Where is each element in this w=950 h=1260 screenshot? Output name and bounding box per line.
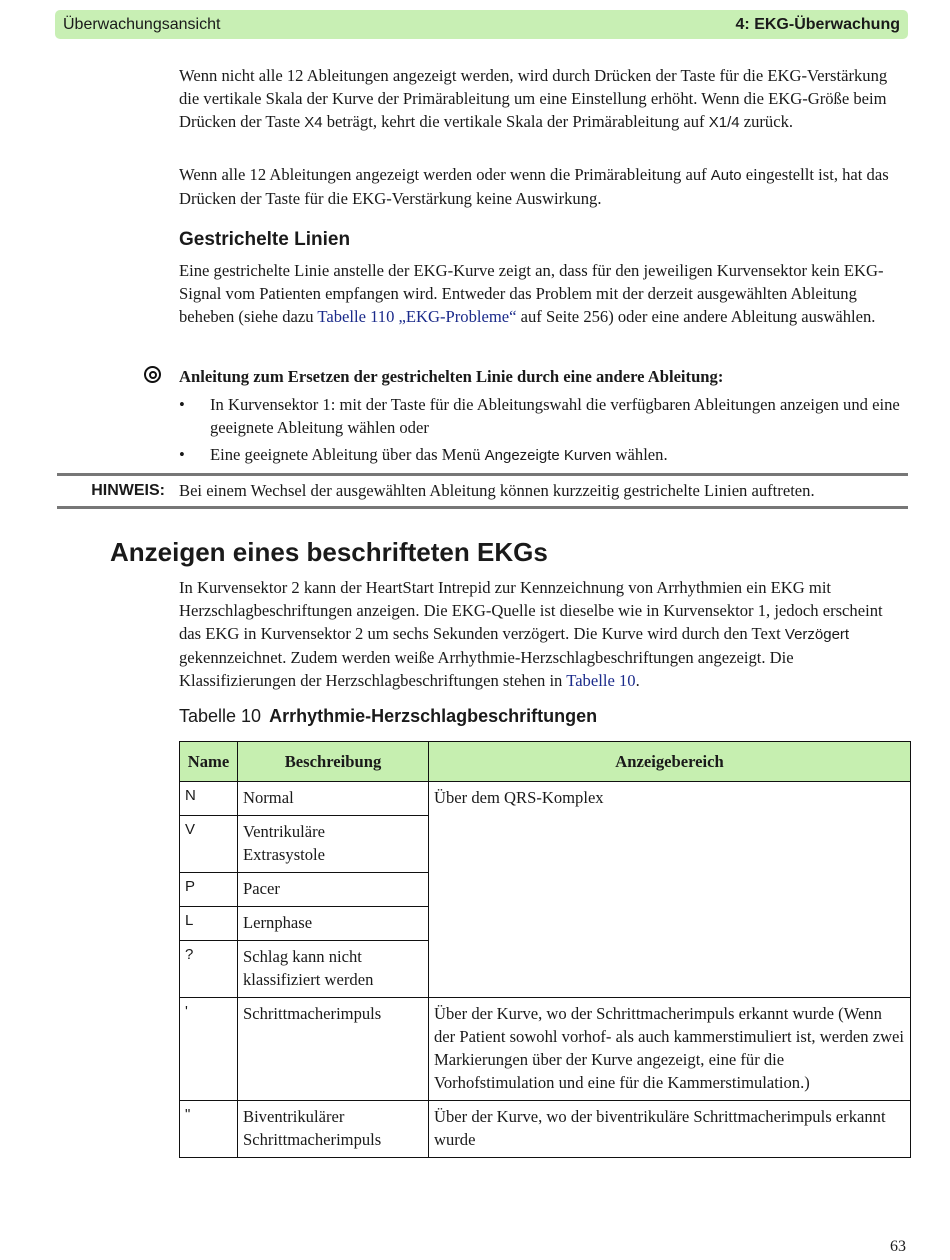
ui-term: Auto: [710, 167, 742, 184]
table-row: [180, 782, 911, 816]
text: Eine geeignete Ableitung über das Menü: [210, 445, 485, 464]
running-header: [55, 10, 908, 39]
cell-desc: Ventrikuläre Extrasystole: [238, 816, 429, 873]
cell-desc: Lernphase: [238, 907, 429, 941]
table-caption: [179, 706, 597, 727]
instruction-list: [179, 393, 907, 471]
link-table-110[interactable]: Tabelle 110 „EKG-Probleme“: [317, 307, 517, 326]
table-header-row: [180, 742, 911, 782]
paragraph-labeled-ecg: [179, 576, 907, 692]
paragraph-gain-none: [179, 163, 907, 210]
text: beträgt, kehrt die vertikale Skala der Primärableitung auf: [322, 112, 709, 131]
ui-term: X4: [304, 114, 323, 131]
column-header: Beschreibung: [238, 742, 429, 782]
text: In Kurvensektor 2 kann der HeartStart Intrepid zur Kennzeichnung von Arrhythmien ein EKG mit Herzschlagbeschriftungen anzeigen. Die EKG-Quelle ist dieselbe wie in Kurvensektor 1, jedoch erscheint das EKG in Kurvensektor 2 um sechs Sekunden verzögert. Die Kurve wird durch den Text: [179, 578, 883, 643]
ui-term: Verzögert: [784, 626, 850, 643]
text: Eine gestrichelte Linie anstelle der EKG-Kurve zeigt an, dass für den jeweiligen Kurvensektor kein EKG-Signal vom Patienten empfangen wird. Entweder das Problem mit der derzeit ausgewählten Ableitung beheben (siehe dazu: [179, 261, 884, 326]
text: auf Seite 256) oder eine andere Ableitung auswählen.: [516, 307, 876, 326]
cell-area: Über dem QRS-Komplex: [429, 782, 911, 998]
ui-term: X1/4: [708, 114, 740, 131]
instruction-title: Anleitung zum Ersetzen der gestrichelten Linie durch eine andere Ableitung:: [179, 367, 724, 386]
column-header: Name: [180, 742, 238, 782]
header-section: Überwachungsansicht: [63, 15, 221, 33]
ui-term: Angezeigte Kurven: [484, 447, 612, 464]
note-text: Bei einem Wechsel der ausgewählten Ableitung können kurzzeitig gestrichelte Linien auftreten.: [179, 481, 815, 500]
beat-label-table: [179, 741, 911, 1158]
text: wählen.: [611, 445, 668, 464]
page-number: 63: [890, 1238, 906, 1255]
cell-desc: Schrittmacherimpuls: [238, 998, 429, 1101]
cell-name: ': [180, 998, 238, 1101]
text: .: [635, 671, 640, 690]
cell-area: Über der Kurve, wo der Schrittmacherimpuls erkannt wurde (Wenn der Patient sowohl vorhof- als auch kammerstimuliert ist, werden zwei Markierungen über der Kurve angezeigt, eine für die Vorhofstimulation und eine für die Kammerstimulation.): [429, 998, 911, 1101]
subheading-dashed-lines: Gestrichelte Linien: [179, 229, 351, 250]
text: gekennzeichnet. Zudem werden weiße Arrhythmie-Herzschlagbeschriftungen angezeigt. Die Klassifizierungen der Herzschlagbeschriftungen stehen in: [179, 648, 794, 690]
target-icon: [144, 366, 161, 383]
text: zurück.: [739, 112, 794, 131]
list-item: [179, 443, 907, 467]
cell-name: ": [180, 1101, 238, 1158]
cell-desc: Pacer: [238, 873, 429, 907]
cell-name: ?: [180, 941, 238, 998]
cell-desc: Schlag kann nicht klassifiziert werden: [238, 941, 429, 998]
cell-name: P: [180, 873, 238, 907]
cell-area: Über der Kurve, wo der biventrikuläre Schrittmacherimpuls erkannt wurde: [429, 1101, 911, 1158]
header-chapter: 4: EKG-Überwachung: [735, 15, 900, 33]
caption-title: Arrhythmie-Herzschlagbeschriftungen: [269, 706, 598, 726]
paragraph-dashed-lines: [179, 259, 907, 328]
note-box: [57, 473, 908, 509]
section-heading: Anzeigen eines beschrifteten EKGs: [110, 537, 548, 567]
note-label: HINWEIS:: [91, 482, 165, 499]
table-row: [180, 998, 911, 1101]
cell-name: L: [180, 907, 238, 941]
paragraph-gain: [179, 64, 907, 134]
cell-name: V: [180, 816, 238, 873]
cell-name: N: [180, 782, 238, 816]
text: Wenn nicht alle 12 Ableitungen angezeigt werden, wird durch Drücken der Taste für die EKG-Verstärkung die vertikale Skala der Kurve der Primärableitung um eine Einstellung erhöht. Wenn die EKG-Größe beim Drücken der Taste: [179, 66, 888, 131]
column-header: Anzeigebereich: [429, 742, 911, 782]
text: Wenn alle 12 Ableitungen angezeigt werden oder wenn die Primärableitung auf: [179, 165, 711, 184]
table-row: [180, 1101, 911, 1158]
text: eingestellt ist, hat das Drücken der Taste für die EKG-Verstärkung keine Auswirkung.: [179, 165, 889, 208]
caption-number: Tabelle 10: [179, 706, 262, 726]
cell-desc: Normal: [238, 782, 429, 816]
link-table-10[interactable]: Tabelle 10: [566, 671, 636, 690]
list-item: • In Kurvensektor 1: mit der Taste für die Ableitungswahl die verfügbaren Ableitungen anzeigen und eine geeignete Ableitung wählen oder: [179, 393, 907, 439]
cell-desc: Biventrikulärer Schrittmacherimpuls: [238, 1101, 429, 1158]
